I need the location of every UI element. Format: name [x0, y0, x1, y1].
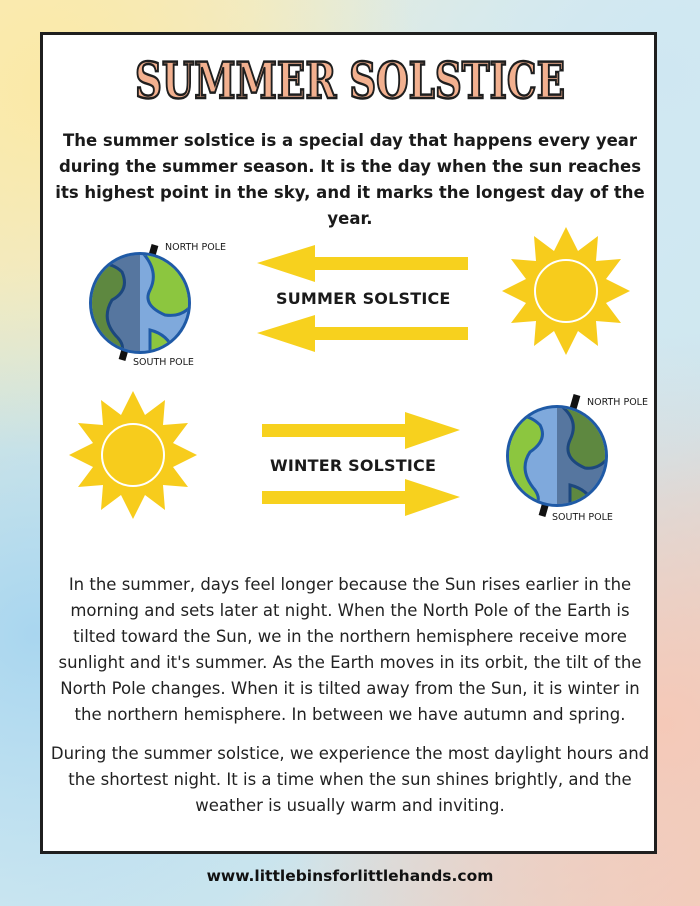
paragraph-daylight: During the summer solstice, we experience the most daylight hours and the shortest night. It is a time when the sun shines brightly, and the weather is usually warm and inviting. — [50, 744, 650, 815]
north-pole-label-winter: NORTH POLE — [587, 397, 648, 408]
arrow-right-top — [262, 412, 460, 449]
website-footer: www.littlebinsforlittlehands.com — [206, 867, 494, 885]
earth-winter-icon — [505, 395, 612, 516]
winter-solstice-label: WINTER SOLSTICE — [270, 456, 437, 475]
north-pole-label-summer: NORTH POLE — [165, 242, 226, 253]
intro-text: The summer solstice is a special day that happens every year during the summer season. It is the day when the sun reaches its highest point in the sky, and it marks the longest day of the year. — [55, 131, 645, 228]
paragraph-seasons: In the summer, days feel longer because the Sun rises earlier in the morning and sets later at night. When the North Pole of the Earth is tilted toward the Sun, we in the northern hemisphere receive more sunlight and it's summer. As the Earth moves in its orbit, the tilt of the North Pole changes. When it is tilted away from the Sun, it is winter in the northern hemisphere. In between we have autumn and spring. — [58, 575, 642, 724]
earth-summer-icon — [88, 245, 195, 360]
page-title-text: SUMMER SOLSTICE — [135, 51, 565, 110]
sun-winter-icon — [69, 391, 197, 519]
arrow-right-bottom — [262, 479, 460, 516]
south-pole-label-winter: SOUTH POLE — [552, 512, 613, 523]
arrow-left-top — [257, 245, 468, 282]
south-pole-label-summer: SOUTH POLE — [133, 357, 194, 368]
arrow-left-bottom — [257, 315, 468, 352]
summer-solstice-label: SUMMER SOLSTICE — [276, 289, 451, 308]
sun-summer-icon — [502, 227, 630, 355]
